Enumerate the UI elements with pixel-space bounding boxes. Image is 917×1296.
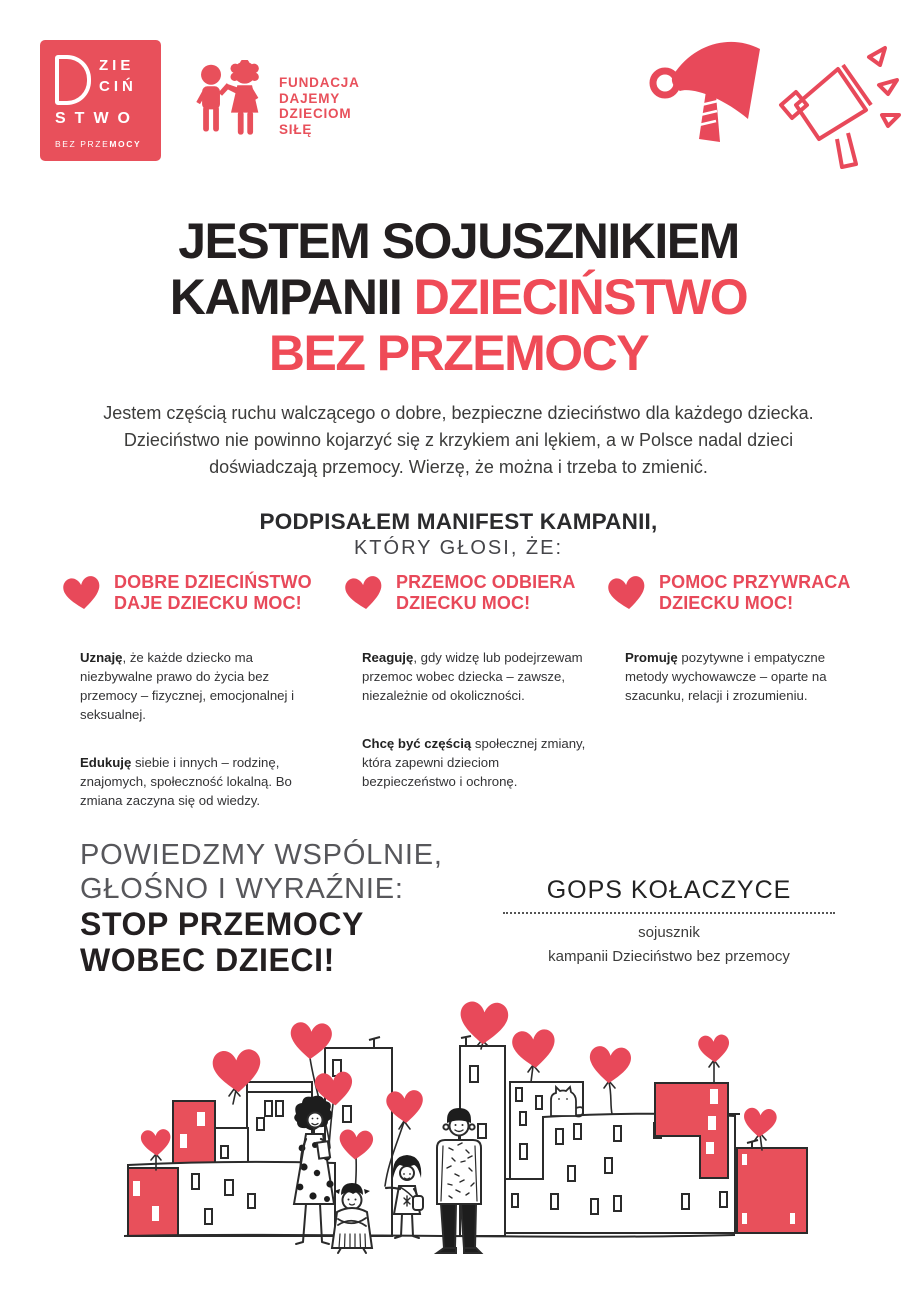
heart-balloon [698,1034,731,1063]
title-line2 [0,269,917,325]
heart-balloon [511,1028,557,1069]
signature-role-line2: kampanii Dzieciństwo bez przemocy [548,948,790,965]
column-1-title-line1: DOBRE DZIECIŃSTWO [114,572,312,592]
heart-icon [607,574,647,612]
item-text: , że każde dziecko ma niezbywalne prawo do życia bez przemocy – fizycznej, emocjonalnej i seksualnej. [80,650,295,722]
logo-tagline-light: BEZ PRZE [55,139,110,149]
item-text: pozytywne i empatyczne metody wychowawcze – oparte na szacunku, relacji i zrozumieniu. [625,650,827,703]
item-lead: Uznaję [80,650,123,665]
heart-balloon [588,1045,632,1084]
foundation-line1: FUNDACJA [279,75,360,90]
item-text: siebie i innych – rodzinę, znajomych, społeczność lokalną. Bo zmiana zaczyna się od wiedzy. [80,755,292,808]
item-text: społecznej zmiany, która zapewni dzieciom bezpieczeństwo i ochronę. [362,736,586,789]
column-2-title-line2: DZIECKU MOC! [396,593,531,613]
building [737,1140,807,1233]
title-line2-red: DZIECIŃSTWO [413,269,748,325]
item-lead: Edukuję [80,755,132,770]
megaphone-outline-icon [781,48,899,167]
manifest-item [625,648,863,705]
children-silhouette-icon [193,60,269,142]
megaphones-graphic [640,25,910,185]
heart-balloon [743,1107,778,1138]
item-lead: Promuję [625,650,678,665]
column-title [396,572,576,614]
manifest-heading-bold: PODPISAŁEM MANIFEST KAMPANII, [259,509,658,534]
building [128,1168,178,1236]
column-2-body [344,648,594,791]
column-1-title-line2: DAJE DZIECKU MOC! [114,593,302,613]
column-2-header [344,572,594,614]
manifest-heading-light: KTÓRY GŁOSI, ŻE: [353,537,564,559]
title-line3: BEZ PRZEMOCY [268,325,649,381]
logo-tagline-bold: MOCY [109,139,142,149]
column-3-header [607,572,863,614]
manifest-item [362,648,594,705]
column-title [659,572,851,614]
cta-light-line2: GŁOŚNO I WYRAŹNIE: [80,873,404,905]
building [173,1101,215,1168]
manifest-column-2 [344,572,594,820]
manifest-item [80,648,318,724]
cta-bold-line2: WOBEC DZIECI! [80,942,335,978]
title-line1: JESTEM SOJUSZNIKIEM [178,213,739,269]
manifest-item [80,753,318,810]
foundation-line4: SIŁĘ [279,121,313,137]
manifest-heading [0,509,917,560]
column-3-title-line2: DZIECKU MOC! [659,593,794,613]
heart-icon [344,574,384,612]
column-1-body [62,648,318,810]
column-3-title-line1: POMOC PRZYWRACA [659,572,851,592]
cta-bold-line1: STOP PRZEMOCY [80,906,365,942]
column-2-title-line1: PRZEMOC ODBIERA [396,572,576,592]
manifest-column-1 [62,572,318,839]
foundation-logo-text [279,75,360,137]
item-lead: Chcę być częścią [362,736,472,751]
letter-d-glyph [55,55,91,105]
manifest-column-3 [607,572,863,734]
city-illustration [0,996,917,1296]
foundation-line2: DAJEMY [279,90,341,106]
intro-paragraph: Jestem częścią ruchu walczącego o dobre, bezpieczne dzieciństwo dla każdego dziecka. Dzieciństwo nie powinno kojarzyć się z krzykiem ani lękiem, a w Polsce nadal dzieci doświadczają przemocy. Wierzę, że można i trzeba to zmienić. [103,403,814,477]
logo-seg-zie: ZIE [99,57,135,74]
item-lead: Reaguję [362,650,414,665]
column-title [114,572,312,614]
title-line2-black: KAMPANII [169,269,402,325]
foundation-line3: DZIECIOM [279,106,352,121]
item-text: , gdy widzę lub podejrzewam przemoc wobec dziecka – zawsze, niezależnie od okoliczności. [362,650,583,703]
cta-light-line1: POWIEDZMY WSPÓLNIE, [80,839,443,871]
cta-block [80,838,443,978]
campaign-logo [40,40,161,161]
heart-icon [62,574,102,612]
foundation-logo [193,60,360,142]
logo-seg-stwo: STWO [55,110,139,127]
manifest-item [362,734,594,791]
main-title [0,213,917,381]
column-3-body [607,648,863,705]
megaphone-filled-icon [653,42,760,142]
signature-name: GOPS KOŁACZYCE [546,876,792,904]
heart-balloon [140,1129,171,1157]
campaign-logo-top [55,55,161,105]
signature-role [503,921,835,969]
campaign-logo-word [99,55,137,97]
logo-tagline [55,139,161,149]
dotted-signature-line [503,912,835,914]
signature-role-line1: sojusznik [638,924,700,941]
logo-seg-cin: CIŃ [99,78,137,95]
column-1-header [62,572,318,614]
signature-block [503,876,835,969]
